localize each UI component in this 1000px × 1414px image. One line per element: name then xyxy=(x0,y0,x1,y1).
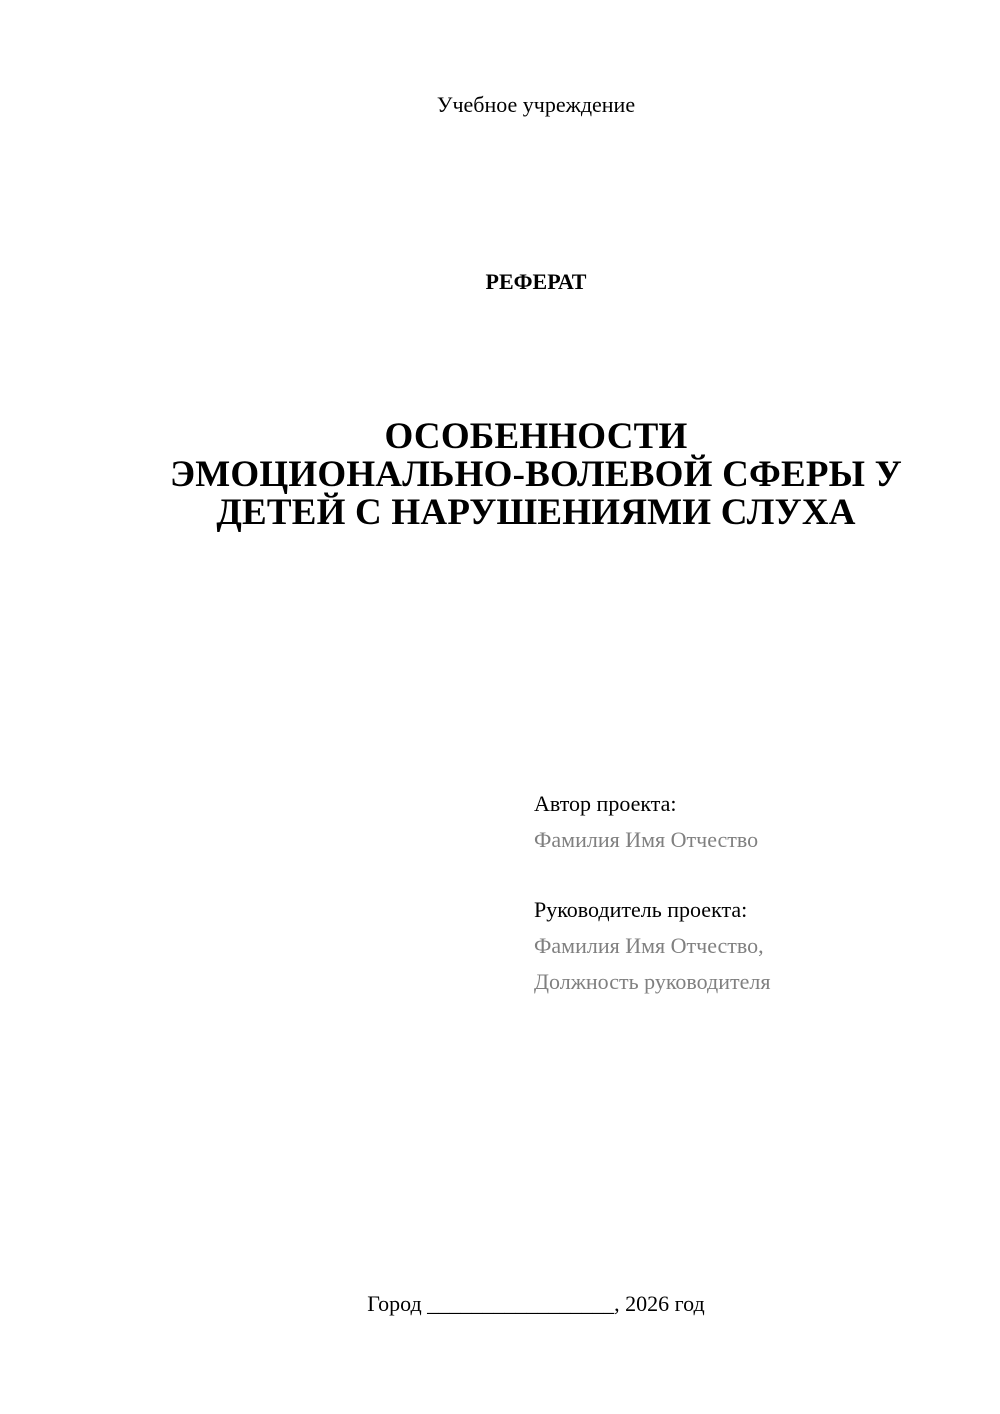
title-line: ДЕТЕЙ С НАРУШЕНИЯМИ СЛУХА xyxy=(216,492,856,533)
document-title xyxy=(0,418,1000,532)
title-line: ЭМОЦИОНАЛЬНО-ВОЛЕВОЙ СФЕРЫ У xyxy=(169,454,902,495)
spacer xyxy=(534,858,974,892)
supervisor-position-placeholder: Должность руководителя xyxy=(534,969,771,994)
document-type: РЕФЕРАТ xyxy=(485,269,587,294)
supervisor-name-placeholder: Фамилия Имя Отчество, xyxy=(534,933,764,958)
author-name-placeholder: Фамилия Имя Отчество xyxy=(534,827,759,852)
title-line: ОСОБЕННОСТИ xyxy=(384,416,688,457)
author-label: Автор проекта: xyxy=(534,791,677,816)
supervisor-label: Руководитель проекта: xyxy=(534,897,748,922)
city-year-line: Город _________________, 2026 год xyxy=(367,1291,705,1316)
institution-name: Учебное учреждение xyxy=(436,92,636,117)
signature-block xyxy=(534,786,974,1000)
